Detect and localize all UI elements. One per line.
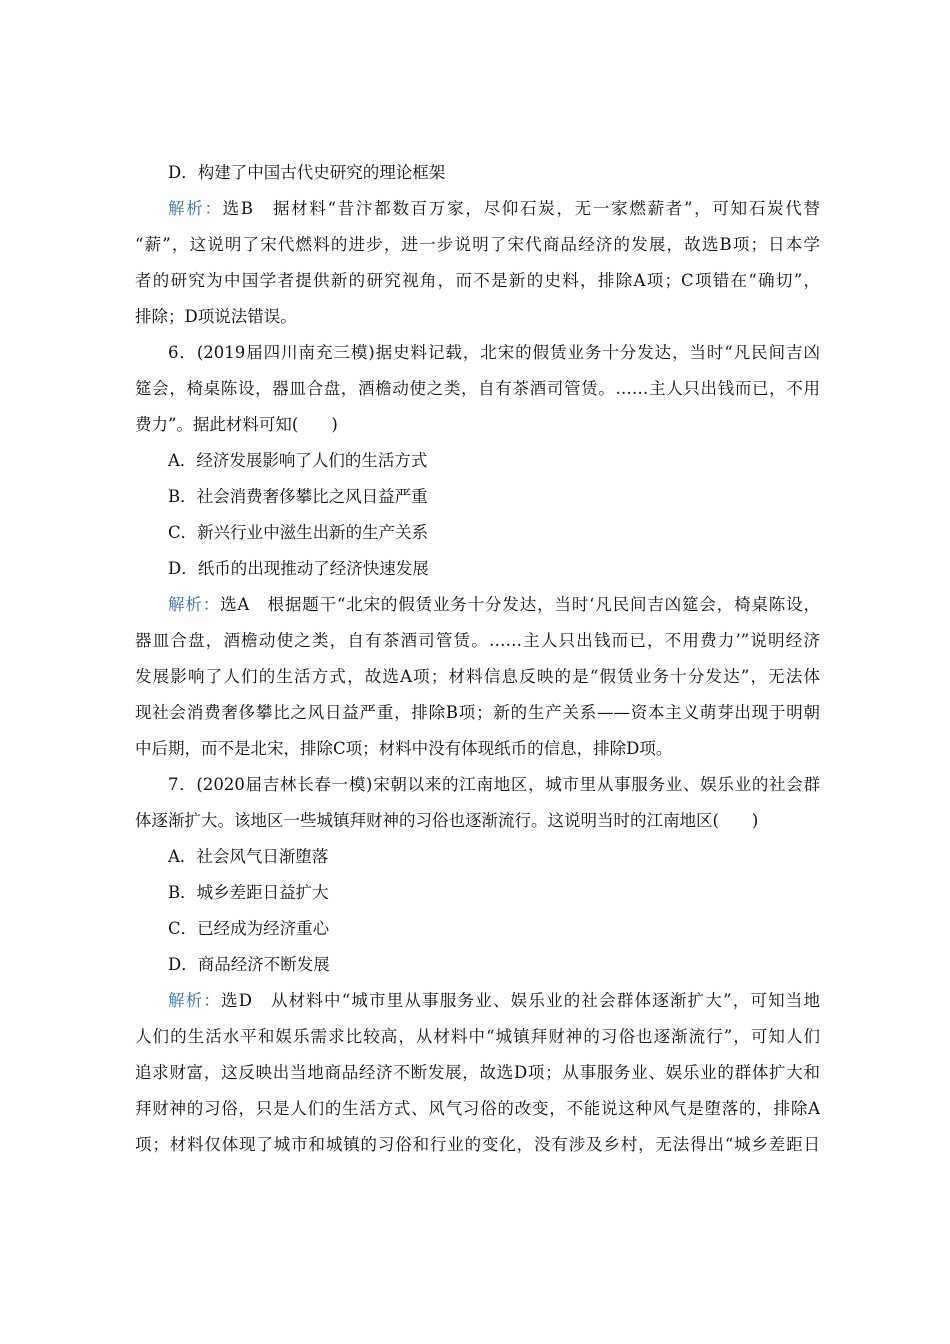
q7-stem-line-1: 7．(2020届吉林长春一模)宋朝以来的江南地区，城市里从事服务业、娱乐业的社会群 xyxy=(168,775,820,794)
q7-option-a: A．社会风气日渐堕落 xyxy=(168,847,329,866)
q6-option-b: B．社会消费奢侈攀比之风日益严重 xyxy=(168,487,428,506)
q7-option-d: D．商品经济不断发展 xyxy=(168,955,330,974)
q6-analysis-line-1: 解析：选A 根据题干“北宋的假赁业务十分发达，当时‘凡民间吉凶筵会，椅桌陈设， xyxy=(168,595,820,614)
analysis-label: 解析： xyxy=(168,595,221,614)
q7-analysis-line-5: 项；材料仅体现了城市和城镇的习俗和行业的变化，没有涉及乡村，无法得出“城乡差距日 xyxy=(135,1135,820,1154)
q6-option-d: D．纸币的出现推动了经济快速发展 xyxy=(168,559,429,578)
q5-analysis-line-3: 者的研究为中国学者提供新的研究视角，而不是新的史料，排除A项；C项错在“确切”， xyxy=(135,271,820,290)
q5-analysis-line-1: 解析：选B 据材料“昔汴都数百万家，尽仰石炭，无一家燃薪者”，可知石炭代替 xyxy=(168,199,820,218)
q6-stem-line-3: 费力”。据此材料可知( ) xyxy=(135,415,338,434)
q7-analysis-line-2: 人们的生活水平和娱乐需求比较高，从材料中“城镇拜财神的习俗也逐渐流行”，可知人们 xyxy=(135,1027,820,1046)
q6-stem-line-2: 筵会，椅桌陈设，器皿合盘，酒檐动使之类，自有茶酒司管赁。……主人只出钱而已，不用 xyxy=(135,379,820,398)
q7-analysis-line-3: 追求财富，这反映出当地商品经济不断发展，故选D项；从事服务业、娱乐业的群体扩大和 xyxy=(135,1063,820,1082)
q7-stem-line-2: 体逐渐扩大。该地区一些城镇拜财神的习俗也逐渐流行。这说明当时的江南地区( ) xyxy=(135,811,759,830)
q7-option-c: C．已经成为经济重心 xyxy=(168,919,330,938)
q5-option-d: D．构建了中国古代史研究的理论框架 xyxy=(168,163,446,182)
document-body xyxy=(135,155,820,1163)
analysis-label: 解析： xyxy=(168,199,223,218)
q6-stem-line-1: 6．(2019届四川南充三模)据史料记载，北宋的假赁业务十分发达，当时“凡民间吉凶 xyxy=(168,343,820,362)
q7-option-b: B．城乡差距日益扩大 xyxy=(168,883,329,902)
q6-analysis-line-2: 器皿合盘，酒檐动使之类，自有茶酒司管赁。……主人只出钱而已，不用费力’”说明经济 xyxy=(135,631,820,650)
q5-analysis-line-2: “薪”，这说明了宋代燃料的进步，进一步说明了宋代商品经济的发展，故选B项；日本学 xyxy=(135,235,820,254)
q6-analysis-line-5: 中后期，而不是北宋，排除C项；材料中没有体现纸币的信息，排除D项。 xyxy=(135,739,673,758)
analysis-label: 解析： xyxy=(168,991,222,1010)
q6-analysis-line-4: 现社会消费奢侈攀比之风日益严重，排除B项；新的生产关系——资本主义萌芽出现于明朝 xyxy=(135,703,820,722)
q7-analysis-line-4: 拜财神的习俗，只是人们的生活方式、风气习俗的改变，不能说这种风气是堕落的，排除A xyxy=(135,1099,820,1118)
q7-analysis-line-1: 解析：选D 从材料中“城市里从事服务业、娱乐业的社会群体逐渐扩大”，可知当地 xyxy=(168,991,820,1010)
q5-analysis-line-4: 排除；D项说法错误。 xyxy=(135,307,297,326)
q6-option-c: C．新兴行业中滋生出新的生产关系 xyxy=(168,523,429,542)
q6-option-a: A．经济发展影响了人们的生活方式 xyxy=(168,451,428,470)
q6-analysis-line-3: 发展影响了人们的生活方式，故选A项；材料信息反映的是“假赁业务十分发达”，无法体 xyxy=(135,667,820,686)
